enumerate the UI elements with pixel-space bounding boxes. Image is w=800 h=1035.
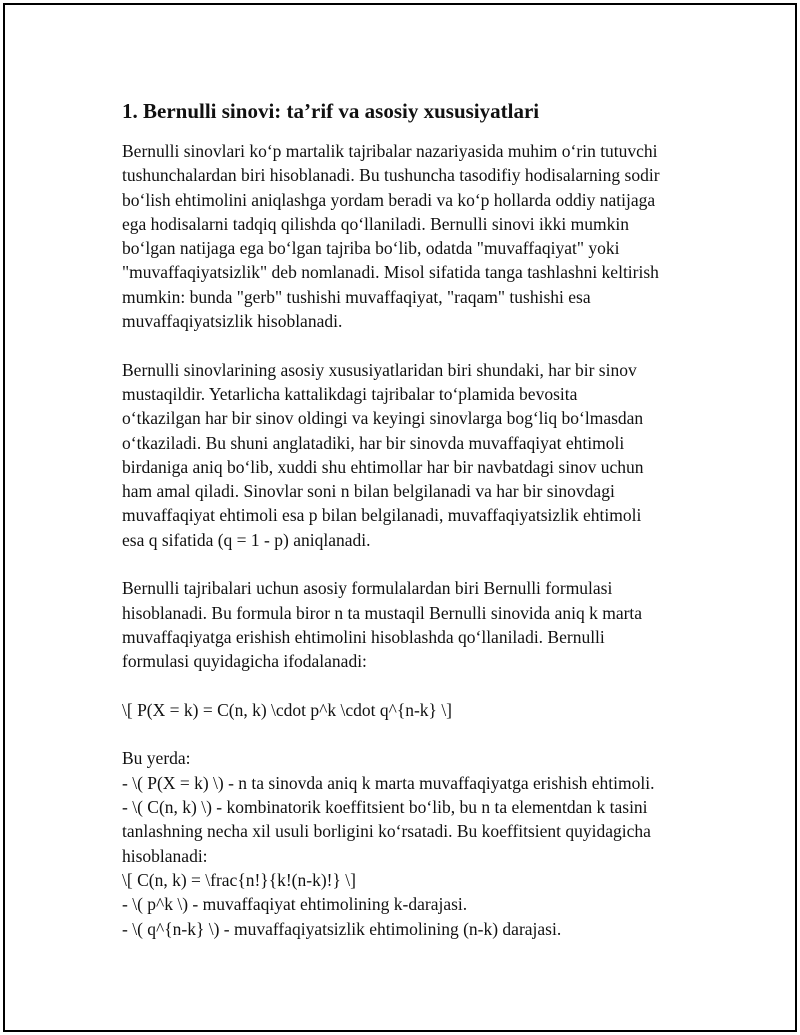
legend-line: - \( q^{n-k} \) - muvaffaqiyatsizlik ehtimolining (n-k) darajasi.: [122, 918, 562, 939]
text-line: ega hodisalarni tadqiq qilishda qo‘llaniladi. Bernulli sinovi ikki mumkin: [122, 213, 629, 234]
legend-line: hisoblanadi:: [122, 845, 208, 866]
binomial-formula: \[ C(n, k) = \frac{n!}{k!(n-k)!} \]: [122, 869, 356, 890]
document-content: [122, 97, 712, 941]
text-line: o‘tkaziladi. Bu shuni anglatadiki, har bir sinovda muvaffaqiyat ehtimoli: [122, 432, 625, 453]
text-line: mustaqildir. Yetarlicha kattalikdagi tajribalar to‘plamida bevosita: [122, 383, 578, 404]
paragraph-definition: [122, 139, 712, 333]
text-line: muvaffaqiyatsizlik hisoblanadi.: [122, 311, 343, 332]
formula-legend: [122, 746, 712, 940]
legend-line: Bu yerda:: [122, 748, 191, 769]
text-line: ham amal qiladi. Sinovlar soni n bilan belgilanadi va har bir sinovdagi: [122, 481, 615, 502]
page-frame: [3, 3, 797, 1032]
paragraph-properties: [122, 358, 712, 552]
bernoulli-formula: \[ P(X = k) = C(n, k) \cdot p^k \cdot q^{n-k} \]: [122, 699, 453, 720]
text-line: muvaffaqiyat ehtimoli esa p bilan belgilanadi, muvaffaqiyatsizlik ehtimoli: [122, 505, 642, 526]
legend-line: - \( C(n, k) \) - kombinatorik koeffitsient bo‘lib, bu n ta elementdan k tasini: [122, 797, 648, 818]
legend-line: tanlashning necha xil usuli borligini ko‘rsatadi. Bu koeffitsient quyidagicha: [122, 821, 651, 842]
text-line: muvaffaqiyatga erishish ehtimolini hisoblashda qo‘llaniladi. Bernulli: [122, 626, 605, 647]
text-line: "muvaffaqiyatsizlik" deb nomlanadi. Misol sifatida tanga tashlashni keltirish: [122, 262, 659, 283]
legend-line: - \( p^k \) - muvaffaqiyat ehtimolining k-darajasi.: [122, 894, 468, 915]
text-line: bo‘lgan natijaga ega bo‘lgan tajriba bo‘lib, odatda "muvaffaqiyat" yoki: [122, 238, 620, 259]
text-line: bo‘lish ehtimolini aniqlashga yordam beradi va ko‘p hollarda oddiy natijaga: [122, 189, 656, 210]
text-line: Bernulli tajribalari uchun asosiy formulalardan biri Bernulli formulasi: [122, 578, 613, 599]
legend-line: - \( P(X = k) \) - n ta sinovda aniq k marta muvaffaqiyatga erishish ehtimoli.: [122, 772, 655, 793]
text-line: hisoblanadi. Bu formula biror n ta mustaqil Bernulli sinovida aniq k marta: [122, 602, 643, 623]
text-line: o‘tkazilgan har bir sinov oldingi va keyingi sinovlarga bog‘liq bo‘lmasdan: [122, 408, 644, 429]
text-line: birdaniga aniq bo‘lib, xuddi shu ehtimollar har bir navbatdagi sinov uchun: [122, 456, 644, 477]
text-line: tushunchalardan biri hisoblanadi. Bu tushuncha tasodifiy hodisalarning sodir: [122, 165, 660, 186]
paragraph-formula-intro: [122, 576, 712, 673]
section-heading: 1. Bernulli sinovi: ta’rif va asosiy xususiyatlari: [122, 99, 540, 123]
text-line: formulasi quyidagicha ifodalanadi:: [122, 651, 367, 672]
text-line: esa q sifatida (q = 1 - p) aniqlanadi.: [122, 529, 371, 550]
text-line: Bernulli sinovlarining asosiy xususiyatlaridan biri shundaki, har bir sinov: [122, 359, 637, 380]
text-line: mumkin: bunda "gerb" tushishi muvaffaqiyat, "raqam" tushishi esa: [122, 286, 591, 307]
text-line: Bernulli sinovlari ko‘p martalik tajribalar nazariyasida muhim o‘rin tutuvchi: [122, 141, 658, 161]
